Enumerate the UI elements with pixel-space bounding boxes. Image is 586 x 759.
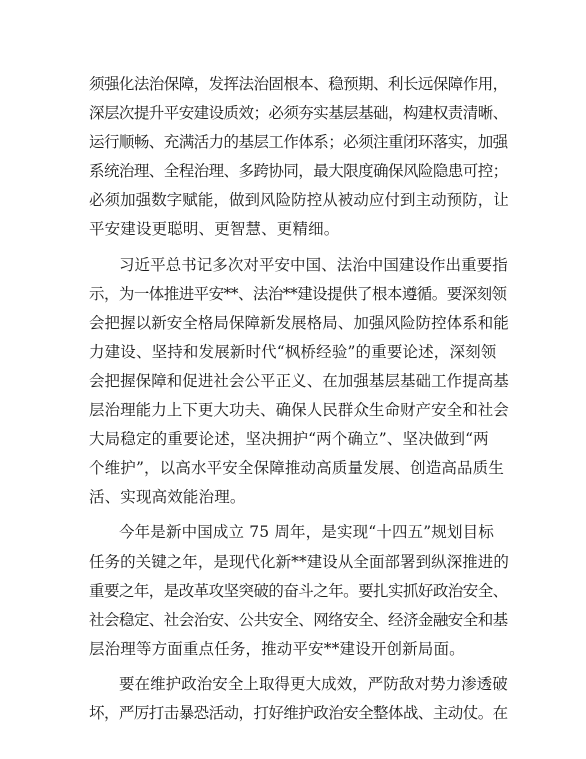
text-line: 力建设、坚持和发展新时代“枫桥经验”的重要论述，深刻领 (89, 342, 497, 361)
paragraph-1 (89, 70, 509, 245)
text-line: 会把握保障和促进社会公平正义、在加强基层基础工作提高基 (89, 371, 509, 390)
text-line: 须强化法治保障，发挥法治固根本、稳预期、利长远保障作用， (89, 75, 508, 93)
paragraph-2 (89, 251, 509, 513)
text-line: 运行顺畅、充满活力的基层工作体系；必须注重闭环落实，加强 (89, 133, 508, 152)
paragraph-3 (89, 518, 509, 663)
text-line: 今年是新中国成立 75 周年，是实现“十四五”规划目标 (119, 523, 494, 542)
text-line: 习近平总书记多次对平安中国、法治中国建设作出重要指 (119, 255, 508, 274)
text-line: 层治理等方面重点任务，推动平安**建设开创新局面。 (89, 639, 465, 658)
text-line: 会把握以新安全格局保障新发展格局、加强风险防控体系和能 (89, 313, 509, 332)
text-line: 必须加强数字赋能，做到风险防控从被动应付到主动预防，让 (89, 191, 509, 210)
text-line: 深层次提升平安建设质效；必须夯实基层基础，构建权责清晰、 (89, 104, 508, 123)
text-line: 层治理能力上下更大功夫、确保人民群众生命财产安全和社会 (89, 401, 509, 420)
text-line: 社会稳定、社会治安、公共安全、网络安全、经济金融安全和基 (89, 610, 508, 629)
text-line: 坏，严厉打击暴恐活动，打好维护政治安全整体战、主动仗。在 (89, 703, 508, 722)
text-line: 平安建设更聪明、更智慧、更精细。 (89, 220, 340, 239)
text-line: 大局稳定的重要论述，坚决拥护“两个确立”、坚决做到“两 (89, 430, 489, 449)
text-line: 要在维护政治安全上取得更大成效，严防敌对势力渗透破 (119, 674, 508, 693)
text-line: 系统治理、全程治理、多跨协同，最大限度确保风险隐患可控； (89, 162, 508, 181)
text-line: 个维护”，以高水平安全保障推动高质量发展、创造高品质生 (89, 459, 504, 478)
text-line: 活、实现高效能治理。 (89, 488, 246, 507)
text-line: 任务的关键之年，是现代化新**建设从全面部署到纵深推进的 (89, 552, 509, 571)
text-line: 示，为一体推进平安**、法治**建设提供了根本遵循。要深刻领 (89, 284, 507, 303)
paragraph-4 (89, 670, 509, 728)
document-body (89, 70, 509, 728)
text-line: 重要之年，是改革攻坚突破的奋斗之年。要扎实抓好政治安全、 (89, 581, 508, 600)
